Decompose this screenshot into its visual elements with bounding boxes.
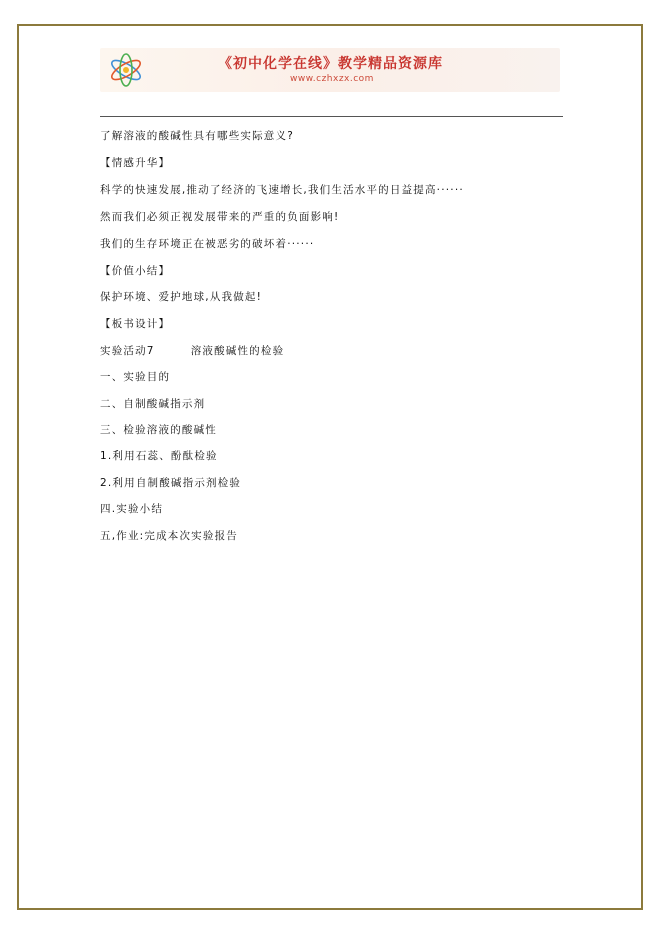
board-activity-topic: 溶液酸碱性的检验 [190,345,285,357]
board-item-5: 五,作业:完成本次实验报告 [100,530,238,542]
question-line: 了解溶液的酸碱性具有哪些实际意义? [100,130,294,142]
board-item-4: 四.实验小结 [100,503,164,515]
section-heading-board: 【板书设计】 [100,318,171,330]
board-item-1: 一、实验目的 [100,371,171,383]
board-item-3-1: 1.利用石蕊、酚酞检验 [100,450,218,462]
board-item-2: 二、自制酸碱指示剂 [100,398,206,410]
emotion-line-1: 科学的快速发展,推动了经济的飞速增长,我们生活水平的日益提高······ [100,184,464,196]
banner-url: www.czhxzx.com [290,74,374,84]
banner-title: 《初中化学在线》教学精品资源库 [218,56,443,72]
board-item-3-2: 2.利用自制酸碱指示剂检验 [100,477,242,489]
board-item-3: 三、检验溶液的酸碱性 [100,424,217,436]
header-banner [100,48,560,92]
section-heading-emotion: 【情感升华】 [100,157,171,169]
section-heading-value: 【价值小结】 [100,265,171,277]
atom-logo-icon [106,52,146,88]
board-activity-label: 实验活动7 [100,345,155,357]
board-activity-line [100,343,284,358]
emotion-line-3: 我们的生存环境正在被恶劣的破坏着······ [100,238,315,250]
emotion-line-2: 然而我们必须正视发展带来的严重的负面影响! [100,211,340,223]
value-line-1: 保护环境、爱护地球,从我做起! [100,291,263,303]
header-rule [100,116,563,117]
